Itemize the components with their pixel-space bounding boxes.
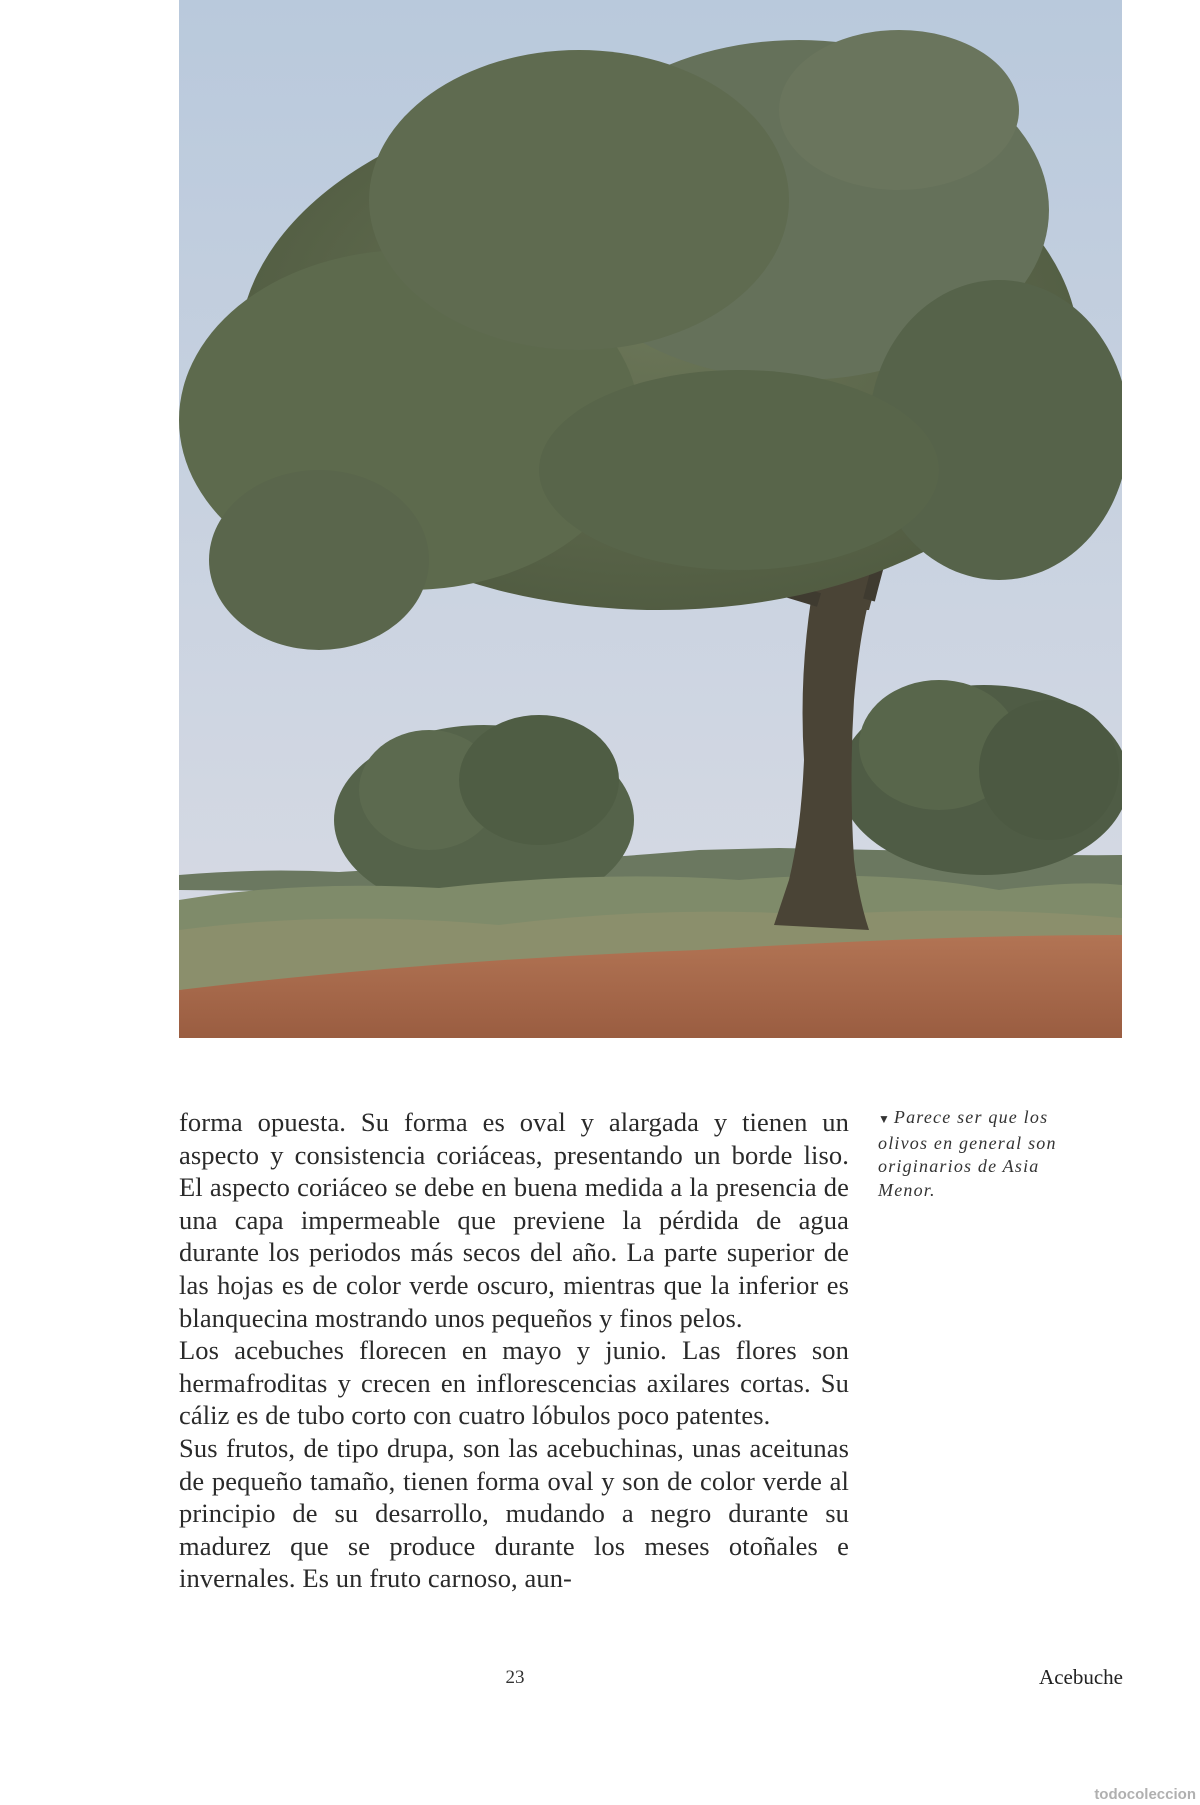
watermark-logo: todocoleccion (1094, 1786, 1196, 1803)
page-number: 23 (505, 1667, 525, 1688)
running-head: Acebuche (1039, 1665, 1123, 1689)
paragraph: Sus frutos, de tipo drupa, son las acebuchinas, unas aceitunas de pequeño tamaño, tienen forma oval y son de color verde al principio de su desarrollo, mudando a negro durante su madurez que se produce durante los meses otoñales e invernales. Es un fruto carnoso, aun- (179, 1432, 849, 1594)
sidenote-text: Parece ser que los olivos en general son originarios de Asia Menor. (878, 1107, 1057, 1200)
paragraph: Los acebuches florecen en mayo y junio. Las flores son hermafroditas y crecen en inflorescencias axilares cortas. Su cáliz es de tubo corto con cuatro lóbulos poco patentes. (179, 1335, 849, 1431)
paragraph: forma opuesta. Su forma es oval y alargada y tienen un aspecto y consistencia coriáceas, presentando un borde liso. El aspecto coriáceo se debe en buena medida a la presencia de una capa impermeable que previene la pérdida de agua durante los periodos más secos del año. La parte superior de las hojas es de color verde oscuro, mientras que la inferior es blanquecina mostrando unos pequeños y finos pelos. (179, 1107, 849, 1333)
body-text (179, 1106, 849, 1595)
olive-tree-photo (179, 0, 1122, 1038)
sidenote (878, 1106, 1090, 1202)
triangle-marker-icon: ▼ (878, 1112, 890, 1126)
